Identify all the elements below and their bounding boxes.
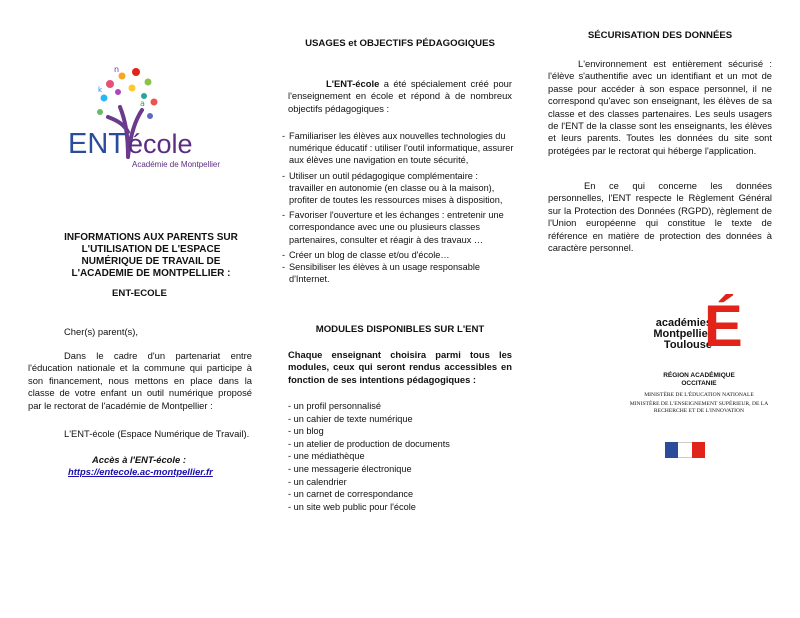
modules-title: MODULES DISPONIBLES SUR L'ENT	[315, 324, 485, 335]
svg-text:a: a	[140, 99, 145, 108]
security-paragraph-1: L'environnement est entièrement sécurisé : l'élève s'authentifie avec un identifiant et un mot de passe pour accéder à son espace personnel, il ne correspond qu'avec son enseignant, les élèves de sa classe et des classes partenaires. Les seuls usagers de l'ENT de la classe sont les enseignants, les élèves et leurs parents. Toutes les données du site sont protégées par le rectorat qui héberge l'application.	[548, 58, 772, 156]
security-paragraph-2: En ce qui concerne les données personnelles, l'ENT respecte le Règlement Général sur la Protection des Données (RGPD), règlement de l'Union européenne qui constitue le texte de référence en matière de protection des données à caractère personnel.	[548, 180, 772, 254]
list-item: - une médiathèque	[288, 451, 365, 462]
greeting: Cher(s) parent(s),	[64, 326, 138, 337]
list-item: - un profil personnalisé	[288, 401, 381, 411]
usages-intro: L'ENT-école a été spécialement créé pour l'enseignement en école et répond à de nombreux objectifs pédagogiques :	[288, 78, 512, 114]
security-title: SÉCURISATION DES DONNÉES	[587, 30, 733, 41]
intro-paragraph: Dans le cadre d'un partenariat entre l'éducation nationale et la commune qui participe à son financement, nous mettons en place dans la classe de votre enfant un outil numérique proposé par le rectorat de l'académie de Montpellier :	[28, 350, 252, 411]
list-item: - un atelier de production de documents	[288, 438, 450, 449]
usages-list	[282, 130, 514, 285]
academies-text: académies Montpellier Toulouse	[653, 317, 712, 351]
list-item: - une messagerie électronique	[288, 463, 412, 474]
logo-ent-text: ENT	[68, 128, 126, 160]
page-title: INFORMATIONS AUX PARENTS SUR L'UTILISATION DE L'ESPACE NUMÉRIQUE DE TRAVAIL DE L'ACADEMIE DE MONTPELLIER :	[64, 232, 238, 279]
list-item: - Familiariser les élèves aux nouvelles technologies du numérique éducatif : utiliser l'outil informatique, assurer aux élèves une navigation en toute sécurité,	[282, 130, 514, 167]
list-item: - un carnet de correspondance	[288, 489, 414, 500]
region-label: RÉGION ACADÉMIQUE OCCITANIE	[663, 372, 735, 387]
list-item: - Favoriser l'ouverture et les échanges : entretenir une correspondance avec une ou plusieurs classes partenaires, consulter et réagir à des travaux …	[282, 209, 514, 246]
page-subtitle: ENT-ECOLE	[112, 288, 167, 299]
list-item: - un cahier de texte numérique	[288, 413, 413, 424]
marianne-flag-icon	[665, 442, 705, 458]
modules-intro: Chaque enseignant choisira parmi tous les modules, ceux qui seront rendus accessibles en fonction de ses intentions pédagogiques :	[288, 349, 512, 385]
academies-logo	[626, 294, 756, 370]
access-link[interactable]: https://entecole.ac-montpellier.fr	[68, 466, 213, 477]
list-item: - Utiliser un outil pédagogique complémentaire : travailler en autonomie (en classe ou à la maison), profiter de toutes les ressources mises à disposition,	[282, 170, 514, 207]
list-item: - un calendrier	[288, 476, 347, 487]
list-item: - Sensibiliser les élèves à un usage responsable d'Internet.	[282, 261, 514, 285]
svg-text:n: n	[114, 65, 120, 74]
svg-text:k: k	[98, 86, 103, 94]
list-item: - Créer un blog de classe et/ou d'école…	[282, 249, 514, 261]
list-item: - un blog	[288, 426, 324, 437]
list-item: - un site web public pour l'école	[288, 501, 416, 512]
modules-list	[288, 400, 512, 513]
ent-ecole-logo	[62, 62, 237, 184]
big-e-letter: É	[704, 294, 743, 359]
usages-title: USAGES et OBJECTIFS PÉDAGOGIQUES	[305, 38, 495, 49]
access-label: Accès à l'ENT-école :	[92, 454, 186, 465]
ministere-label: MINISTÈRE DE L'ÉDUCATION NATIONALE MINISTÈRE DE L'ENSEIGNEMENT SUPÉRIEUR, DE LA RECHERCHE ET DE L'INNOVATION	[629, 392, 769, 414]
logo-academie-text: Académie de Montpellier	[132, 160, 221, 169]
logo-ecole-text: école	[128, 129, 193, 159]
ent-name: L'ENT-école (Espace Numérique de Travail).	[64, 428, 250, 439]
